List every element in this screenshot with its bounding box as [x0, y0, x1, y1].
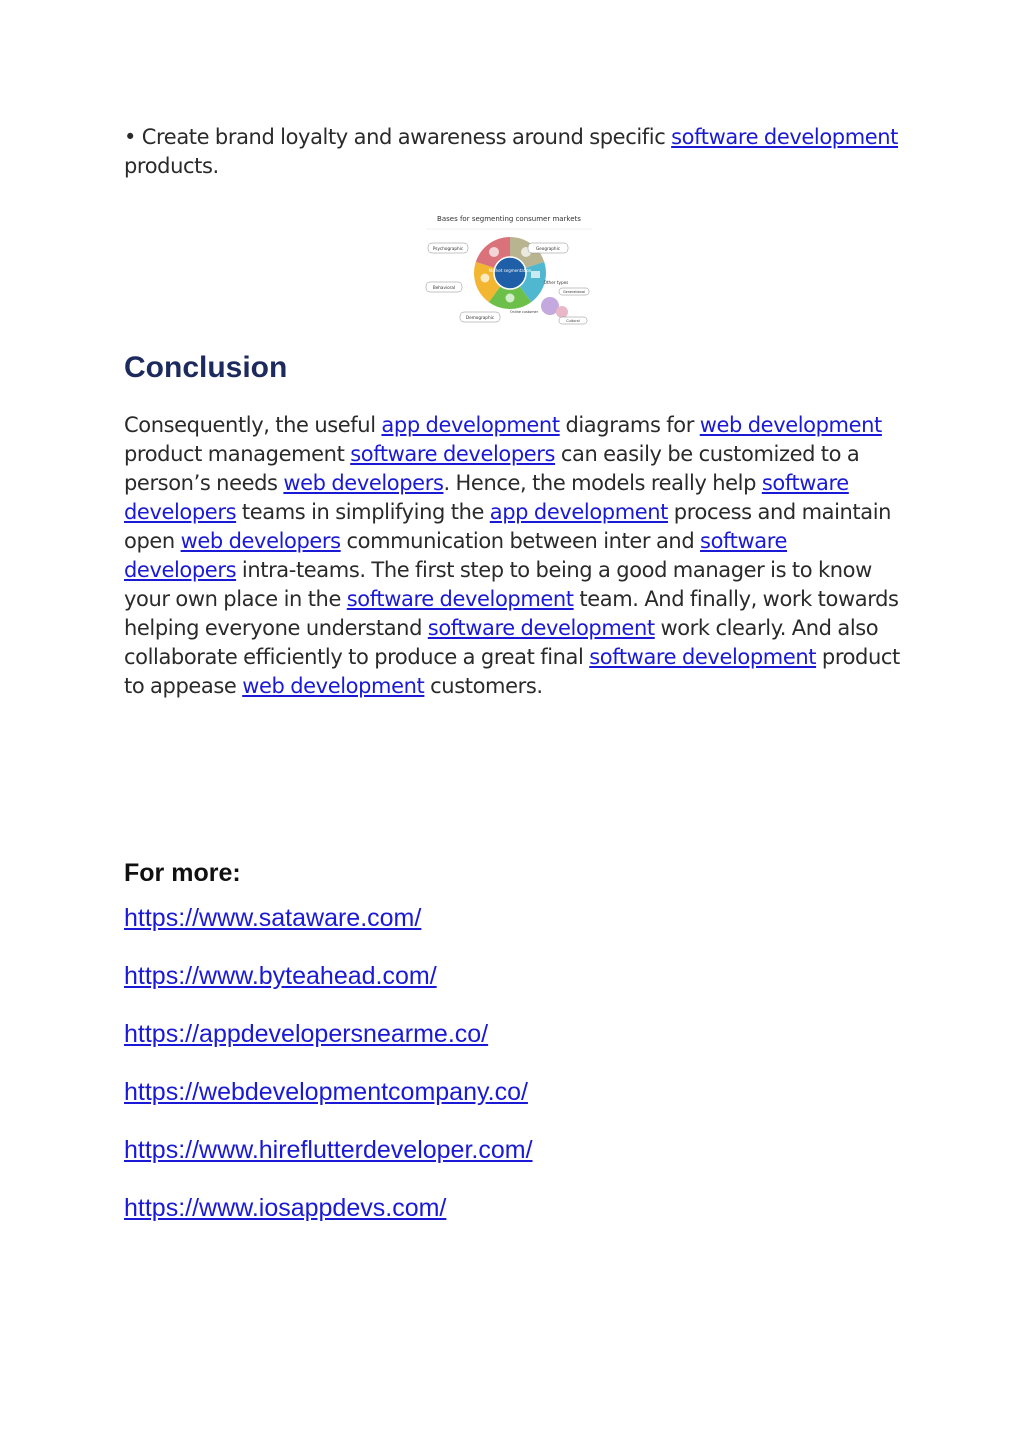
text-run: product to appease	[124, 645, 900, 698]
label-behavioral: Behavioral	[432, 285, 456, 290]
byteahead-link[interactable]: https://www.byteahead.com/	[124, 962, 437, 990]
text-run: diagrams for	[559, 413, 700, 437]
cultural-segment-circle	[556, 306, 568, 318]
software-development-link[interactable]: software development	[671, 125, 899, 149]
list-item	[124, 1076, 533, 1134]
conclusion-heading: Conclusion	[124, 351, 288, 384]
list-icon	[531, 271, 540, 278]
app-development-link[interactable]: app development	[489, 500, 669, 524]
text-run: customers.	[424, 674, 543, 698]
list-item	[124, 1192, 533, 1250]
bullet-paragraph	[124, 123, 914, 181]
list-item	[124, 1018, 533, 1076]
app-development-link[interactable]: app development	[381, 413, 560, 437]
label-cultural: Cultural	[566, 319, 580, 323]
hireflutterdeveloper-link[interactable]: https://www.hireflutterdeveloper.com/	[124, 1136, 533, 1164]
people-icon	[506, 294, 515, 303]
software-developers-link[interactable]: software developers	[124, 471, 849, 524]
web-development-link[interactable]: web development	[242, 674, 425, 698]
label-psychographic: Psychographic	[432, 246, 464, 251]
for-more-heading: For more:	[124, 859, 241, 887]
label-other-types: Other types	[543, 280, 569, 285]
center-label: Market segmentation	[488, 268, 532, 273]
label-geographic: Geographic	[535, 246, 561, 251]
diagram-center	[494, 257, 526, 289]
web-development-link[interactable]: web development	[699, 413, 882, 437]
bullet-text: • Create brand loyalty and awareness around specific	[124, 125, 672, 149]
software-development-link[interactable]: software development	[346, 587, 574, 611]
reference-link-list	[124, 902, 533, 1250]
diagram-title: Bases for segmenting consumer markets	[437, 215, 581, 223]
label-generational: Generational	[563, 290, 585, 294]
software-development-link[interactable]: software development	[589, 645, 817, 669]
software-developers-link[interactable]: software developers	[124, 529, 788, 582]
list-item	[124, 1134, 533, 1192]
sataware-link[interactable]: https://www.sataware.com/	[124, 904, 422, 932]
market-segmentation-diagram	[424, 210, 594, 328]
text-run: can easily be customized to a person’s needs	[124, 442, 860, 495]
conclusion-paragraph	[124, 411, 904, 701]
search-icon	[489, 247, 499, 257]
label-online-customer: Online customer	[510, 310, 538, 314]
software-development-link[interactable]: software development	[427, 616, 655, 640]
text-run: process and maintain open	[124, 500, 892, 553]
web-developers-link[interactable]: web developers	[283, 471, 444, 495]
iosappdevs-link[interactable]: https://www.iosappdevs.com/	[124, 1194, 447, 1222]
list-item	[124, 960, 533, 1018]
text-run: team. And finally, work towards helping everyone understand	[124, 587, 899, 640]
label-demographic: Demographic	[465, 315, 495, 320]
webdevelopmentcompany-link[interactable]: https://webdevelopmentcompany.co/	[124, 1078, 528, 1106]
software-developers-link[interactable]: software developers	[350, 442, 556, 466]
text-run: intra-teams. The first step to being a good manager is to know your own place in the	[124, 558, 872, 611]
text-run: product management	[124, 442, 351, 466]
web-developers-link[interactable]: web developers	[180, 529, 341, 553]
text-run: teams in simplifying the	[236, 500, 490, 524]
behavior-icon	[481, 274, 490, 283]
text-run: work clearly. And also collaborate efficiently to produce a great final	[124, 616, 879, 669]
text-run: . Hence, the models really help	[443, 471, 762, 495]
text-run: communication between inter and	[340, 529, 701, 553]
appdevelopersnearme-link[interactable]: https://appdevelopersnearme.co/	[124, 1020, 489, 1048]
bullet-suffix: products.	[124, 154, 219, 178]
list-item	[124, 902, 533, 960]
text-run: Consequently, the useful	[124, 413, 382, 437]
